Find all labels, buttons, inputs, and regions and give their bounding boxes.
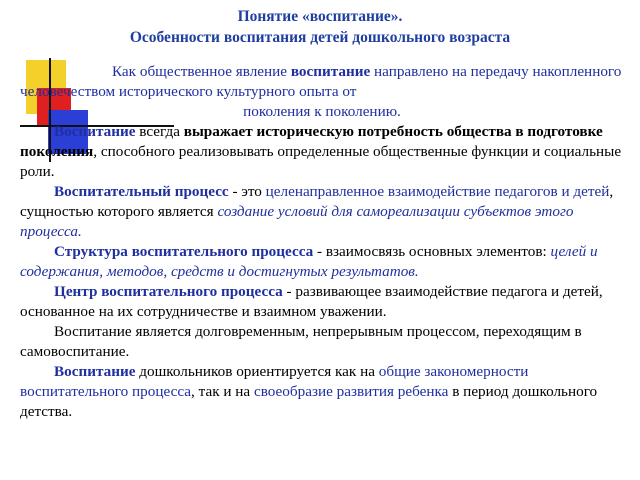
p7-text-f: в период дошкольного детства. xyxy=(20,383,598,420)
p6-text: Воспитание является долговременным, непрерывным процессом, переходящим в самовоспитание. xyxy=(20,323,582,360)
p2-term: Воспитание xyxy=(54,123,136,140)
p3-text-d: , сущностью которого является xyxy=(20,183,614,220)
paragraph-5 xyxy=(20,282,624,322)
paragraph-7 xyxy=(20,362,624,422)
p3-term: Воспитательный процесс xyxy=(54,183,229,200)
paragraph-4 xyxy=(20,242,624,282)
p4-text-b: - взаимосвязь основных элементов: xyxy=(313,243,551,260)
title-line-2: Особенности воспитания детей дошкольного возраста xyxy=(129,29,511,46)
content-body xyxy=(20,62,624,422)
paragraph-6 xyxy=(20,322,624,362)
p1-text-a: Как общественное явление xyxy=(112,63,291,80)
p4-italic-phrase: целей и содержания, методов, средств и достигнутых результатов. xyxy=(20,243,598,280)
p7-blue-phrase-2: своеобразие развития ребенка xyxy=(253,383,449,400)
p7-text-d: , так и на xyxy=(191,383,254,400)
paragraph-1 xyxy=(20,62,624,102)
p1-term: воспитание xyxy=(290,63,371,80)
p7-blue-phrase-1: общие закономерности воспитательного процесса xyxy=(20,363,529,400)
title-line-1: Понятие «воспитание». xyxy=(237,8,403,25)
p5-text-b: - развивающее взаимодействие педагога и детей, основанное на их сотрудничестве и взаимном уважении. xyxy=(20,283,603,320)
p5-term: Центр воспитательного процесса xyxy=(54,283,283,300)
p1-text-c: направлено на передачу накопленного человечеством исторического культурного опыта от xyxy=(20,63,622,100)
p7-text-b: дошкольников ориентируется как на xyxy=(135,363,379,380)
p2-text-d: , способного реализовывать определенные общественные функции и социальные роли. xyxy=(20,143,622,180)
p3-italic-phrase: создание условий для самореализации субъектов этого процесса. xyxy=(20,203,574,240)
p7-term: Воспитание xyxy=(54,363,136,380)
p2-text-b: всегда xyxy=(135,123,184,140)
p3-text-b: - это xyxy=(228,183,266,200)
p4-term: Структура воспитательного процесса xyxy=(54,243,314,260)
p2-bold-phrase: выражает историческую потребность общества в подготовке поколения xyxy=(20,123,603,160)
page-title xyxy=(0,6,640,48)
paragraph-2 xyxy=(20,122,624,182)
paragraph-3 xyxy=(20,182,624,242)
paragraph-1-tail: поколения к поколению. xyxy=(243,103,401,120)
p3-blue-phrase: целенаправленное взаимодействие педагогов и детей xyxy=(265,183,610,200)
